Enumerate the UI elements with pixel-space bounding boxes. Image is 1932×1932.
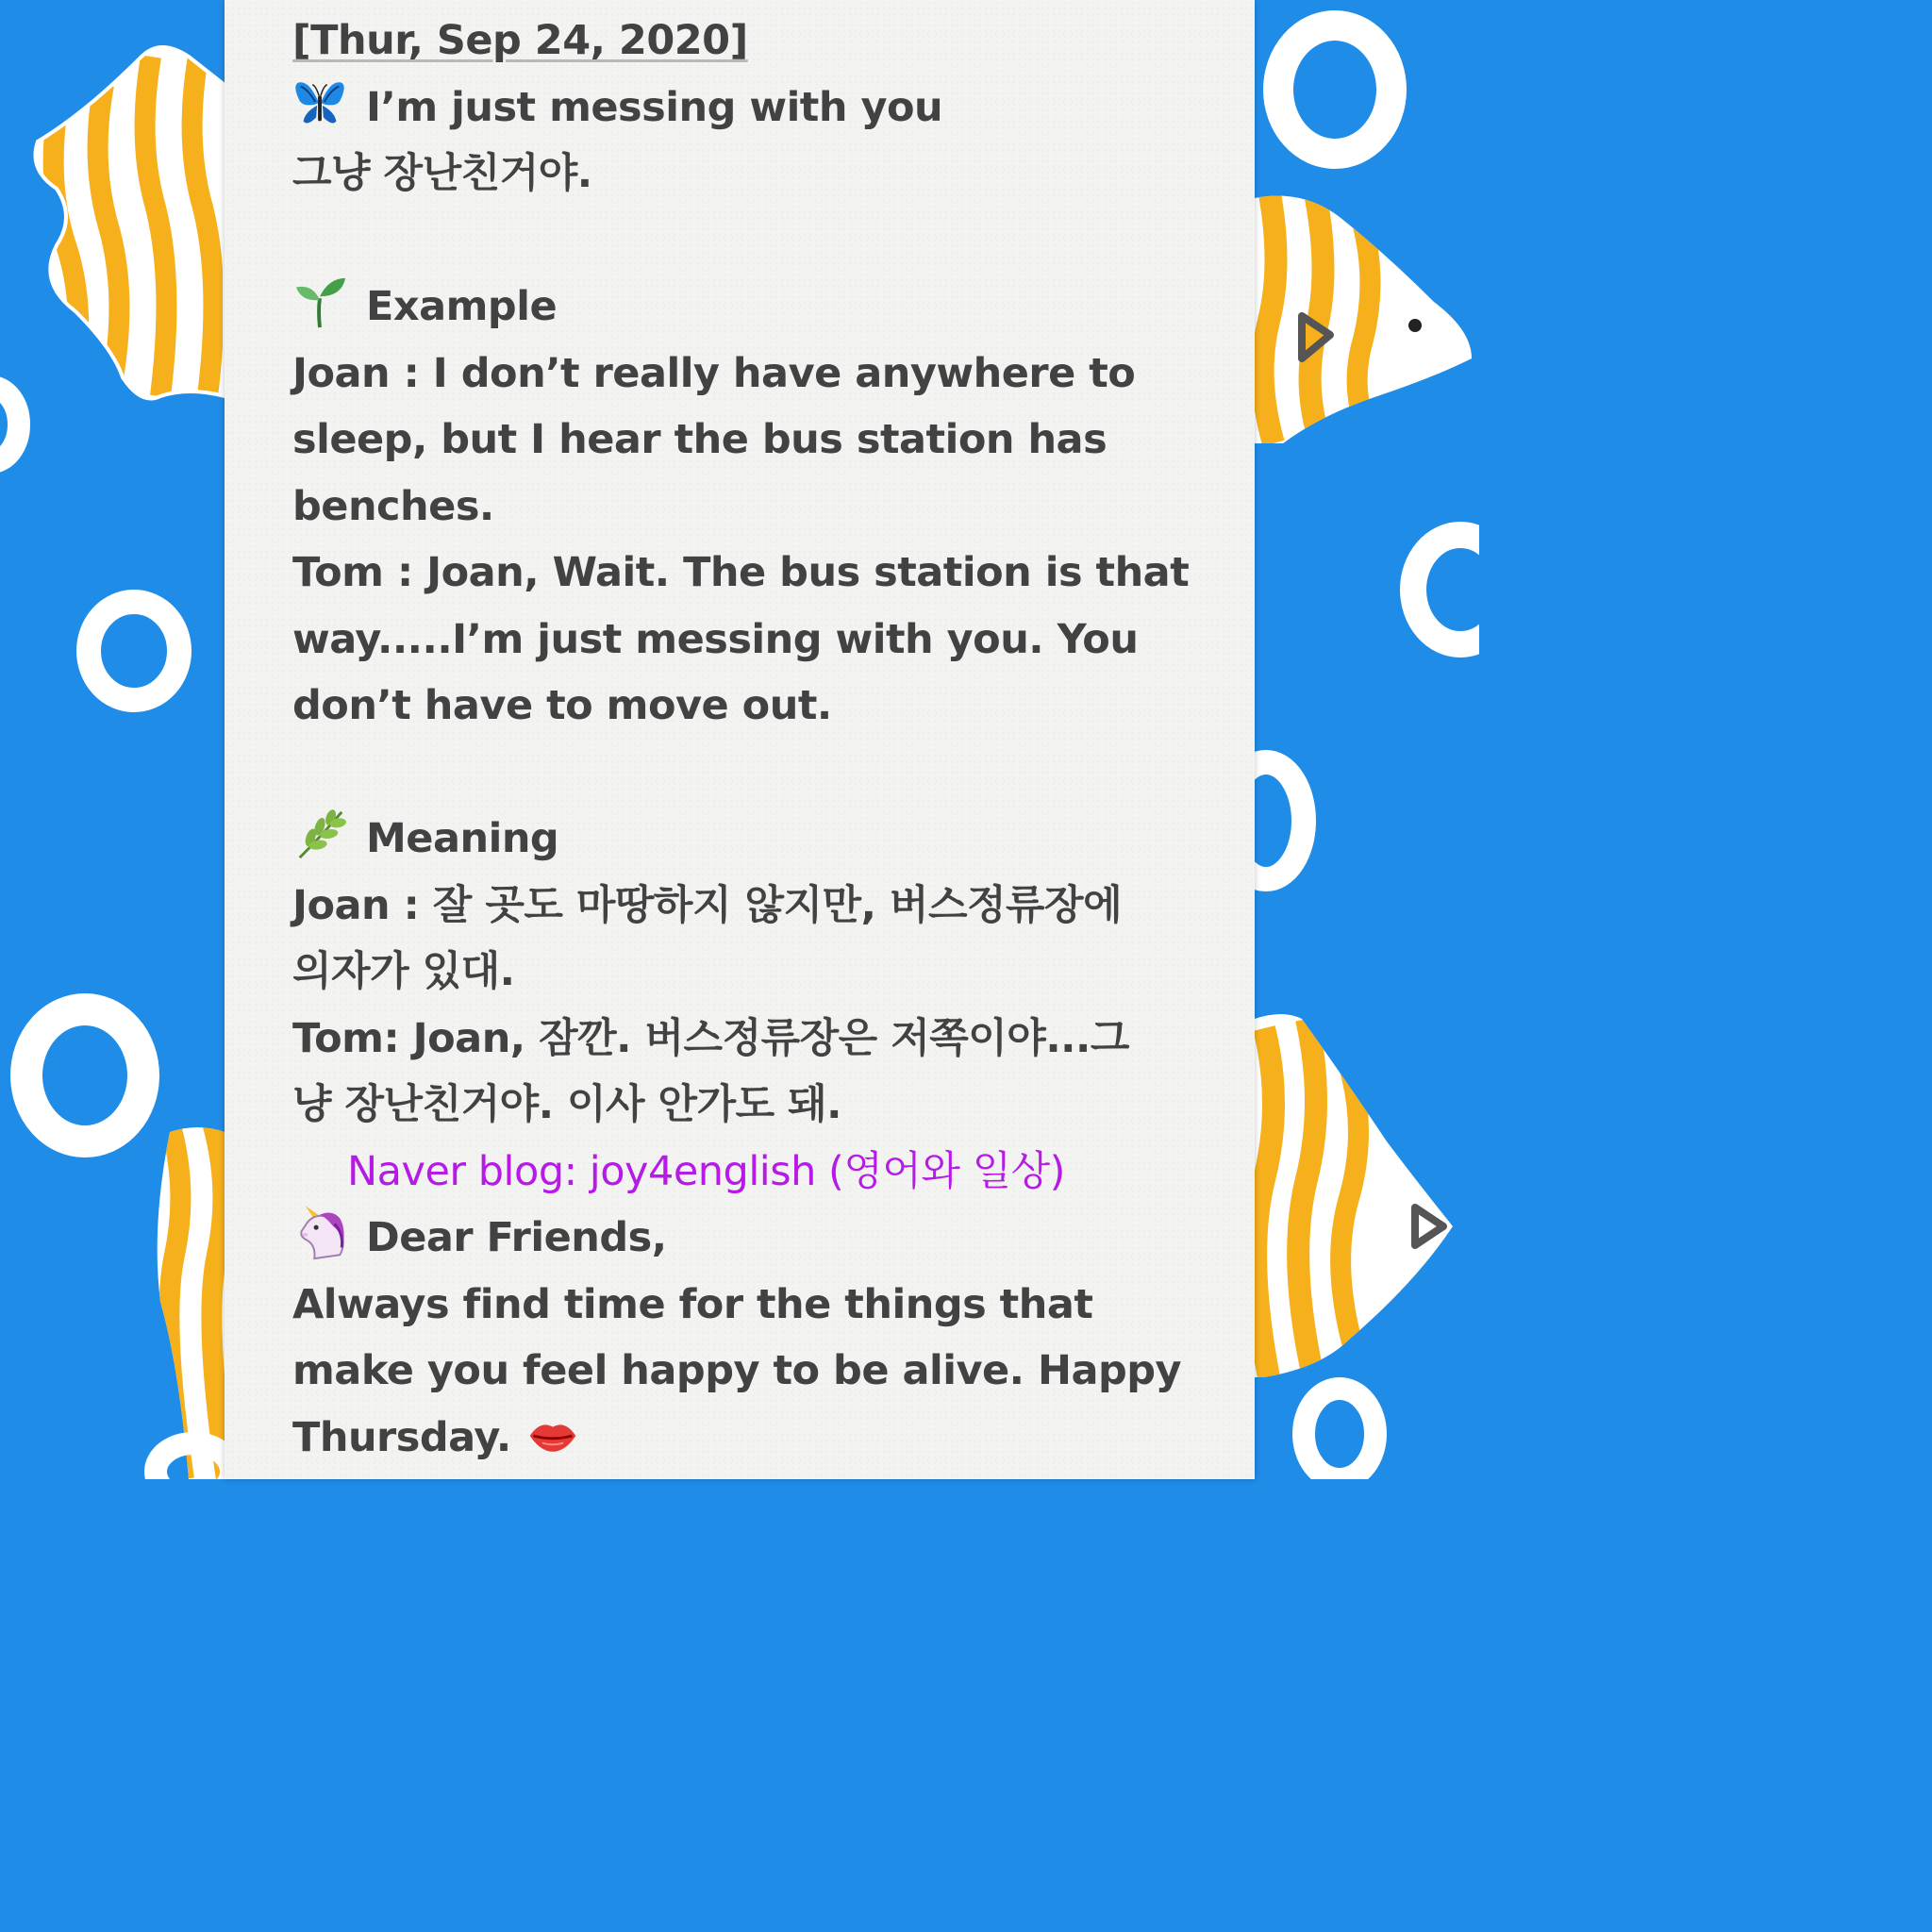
seedling-icon <box>292 275 347 329</box>
phrase-korean-line <box>292 141 1226 208</box>
example-line: way.....I’m just messing with you. You <box>292 615 1139 663</box>
example-line: sleep, but I hear the bus station has <box>292 416 1108 463</box>
fish-right-bottom <box>1255 1000 1479 1396</box>
closing-line: make you feel happy to be alive. Happy <box>292 1347 1182 1394</box>
note-content <box>292 8 1226 1471</box>
meaning-line: 의자가 있대. <box>292 948 515 995</box>
note-panel <box>225 0 1255 1479</box>
phrase-korean: 그냥 장난친거야. <box>292 150 592 197</box>
unicorn-icon <box>292 1206 347 1260</box>
closing-line: Thursday. <box>292 1413 511 1461</box>
note-date: [Thur, Sep 24, 2020] <box>292 17 748 64</box>
meaning-line: Tom: Joan, 잠깐. 버스정류장은 저쪽이야...그 <box>292 1014 1129 1062</box>
blog-credit: Naver blog: joy4english (영어와 일상) <box>347 1147 1065 1195</box>
example-heading-line <box>292 274 1226 341</box>
fish-left-bottom <box>151 1113 226 1479</box>
meaning-heading-line <box>292 806 1226 873</box>
meaning-line: 냥 장난친거야. 이사 안가도 돼. <box>292 1081 842 1128</box>
example-line: Tom : Joan, Wait. The bus station is that <box>292 549 1190 596</box>
closing-heading-line <box>292 1205 1226 1272</box>
example-heading: Example <box>366 283 558 330</box>
blog-credit-line <box>292 1139 1226 1206</box>
meaning-heading: Meaning <box>366 815 559 862</box>
lips-icon <box>526 1415 579 1457</box>
example-line: Joan : I don’t really have anywhere to <box>292 349 1136 397</box>
example-line: don’t have to move out. <box>292 682 832 729</box>
closing-heading: Dear Friends, <box>366 1214 667 1261</box>
example-line: benches. <box>292 482 494 530</box>
spacer <box>292 740 1226 807</box>
phrase-english: I’m just messing with you <box>366 83 943 131</box>
fish-right-top <box>1255 170 1479 453</box>
phrase-line <box>292 75 1226 142</box>
herb-icon <box>292 807 347 861</box>
note-date-line <box>292 8 1226 75</box>
spacer <box>292 208 1226 275</box>
closing-line: Always find time for the things that <box>292 1280 1093 1328</box>
fish-left-top <box>0 0 225 434</box>
butterfly-icon <box>292 75 347 130</box>
meaning-line: Joan : 잘 곳도 마땅하지 않지만, 버스정류장에 <box>292 881 1123 929</box>
closing-last-line <box>292 1405 1226 1472</box>
